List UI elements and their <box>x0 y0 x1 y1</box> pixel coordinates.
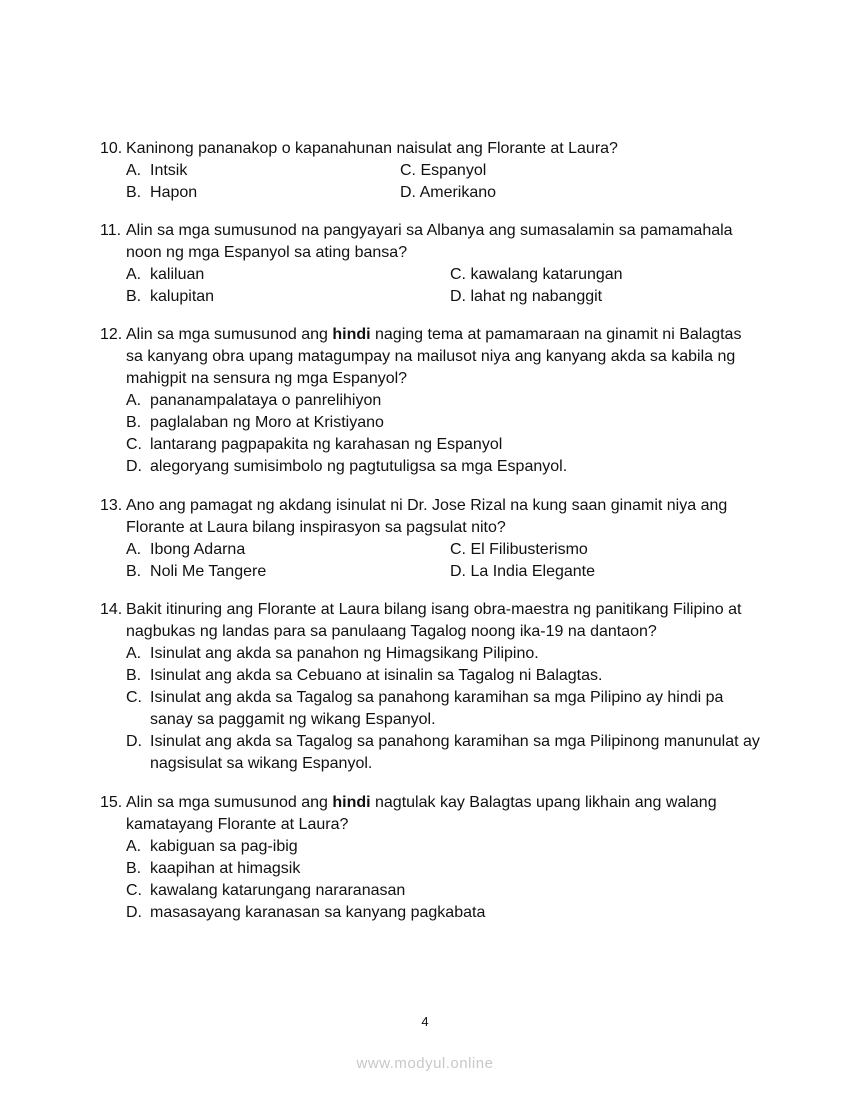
option-d <box>126 902 760 924</box>
option-letter: B. <box>126 288 142 305</box>
option-text: kalupitan <box>150 288 215 305</box>
option-list <box>100 836 760 924</box>
option-c <box>450 264 623 286</box>
option-text: kawalang katarungan <box>470 266 623 283</box>
question-number: 14. <box>100 601 123 618</box>
option-text: pananampalataya o panrelihiyon <box>150 392 382 409</box>
option-letter: D. <box>126 904 142 921</box>
option-letter: C. <box>400 162 416 179</box>
option-text: La India Elegante <box>470 563 595 580</box>
option-text: kabiguan sa pag-ibig <box>150 838 298 855</box>
question-stem-start: Alin sa mga sumusunod ang <box>126 794 333 811</box>
option-d <box>400 182 496 204</box>
option-letter: A. <box>126 162 142 179</box>
option-letter: D. <box>126 458 142 475</box>
option-letter: B. <box>126 860 142 877</box>
question-stem: Kaninong pananakop o kapanahunan naisulat ang Florante at Laura? <box>126 140 618 157</box>
option-letter: A. <box>126 838 142 855</box>
option-a <box>126 836 760 858</box>
option-letter: C. <box>450 266 466 283</box>
option-text: Isinulat ang akda sa Tagalog sa panahong karamihan sa mga Pilipino ay hindi pa sanay sa paggamit ng wikang Espanyol. <box>150 689 724 728</box>
question-stem: Bakit itinuring ang Florante at Laura bilang isang obra-maestra ng panitikang Filipino at nagbukas ng landas para sa panulaang Tagalog noong ika-19 na dantaon? <box>126 601 742 640</box>
option-c <box>126 434 760 456</box>
option-grid <box>100 264 760 308</box>
question-stem-start: Alin sa mga sumusunod ang <box>126 326 333 343</box>
option-d <box>450 561 595 583</box>
option-list <box>100 643 760 775</box>
option-letter: D. <box>126 733 142 750</box>
option-text: alegoryang sumisimbolo ng pagtutuligsa sa mga Espanyol. <box>150 458 568 475</box>
question-number: 10. <box>100 140 123 157</box>
option-letter: C. <box>126 689 142 706</box>
option-list <box>100 390 760 478</box>
question-text <box>100 138 760 160</box>
question-stem-emphasis: hindi <box>332 326 371 343</box>
option-c <box>126 880 760 902</box>
option-letter: A. <box>126 392 142 409</box>
option-text: lantarang pagpapakita ng karahasan ng Espanyol <box>150 436 503 453</box>
option-text: kawalang katarungang nararanasan <box>150 882 406 899</box>
option-text: Noli Me Tangere <box>150 563 267 580</box>
question-text <box>100 792 760 836</box>
option-text: Isinulat ang akda sa Tagalog sa panahong karamihan sa mga Pilipinong manunulat ay nagsisulat sa wikang Espanyol. <box>150 733 760 772</box>
option-letter: C. <box>126 882 142 899</box>
question-number: 15. <box>100 794 123 811</box>
option-d <box>126 731 760 775</box>
question-stem: Ano ang pamagat ng akdang isinulat ni Dr. Jose Rizal na kung saan ginamit niya ang Florante at Laura bilang inspirasyon sa pagsulat nito? <box>126 497 728 536</box>
option-letter: D. <box>400 184 416 201</box>
option-letter: D. <box>450 563 466 580</box>
option-b <box>126 858 760 880</box>
option-letter: A. <box>126 266 142 283</box>
option-letter: A. <box>126 541 142 558</box>
question-text <box>100 495 760 539</box>
question-text <box>100 599 760 643</box>
question-12 <box>100 324 760 478</box>
option-d <box>126 456 760 478</box>
option-text: masasayang karanasan sa kanyang pagkabata <box>150 904 486 921</box>
option-a <box>126 390 760 412</box>
option-b <box>126 286 214 308</box>
option-letter: C. <box>126 436 142 453</box>
option-letter: B. <box>126 414 142 431</box>
question-stem: Alin sa mga sumusunod na pangyayari sa Albanya ang sumasalamin sa pamamahala noon ng mga Espanyol sa ating bansa? <box>126 222 733 261</box>
question-stem-end: naging tema at pamamaraan na ginamit ni Balagtas sa kanyang obra upang matagumpay na mailusot niya ang kanyang akda sa kabila ng mahigpit na sensura ng mga Espanyol? <box>126 326 742 387</box>
option-a <box>126 160 187 182</box>
option-text: kaapihan at himagsik <box>150 860 301 877</box>
option-text: lahat ng nabanggit <box>470 288 603 305</box>
option-b <box>126 561 266 583</box>
option-d <box>450 286 602 308</box>
option-grid <box>100 160 760 204</box>
option-b <box>126 665 760 687</box>
option-text: Intsik <box>150 162 188 179</box>
question-stem-emphasis: hindi <box>332 794 371 811</box>
question-15 <box>100 792 760 924</box>
option-text: Espanyol <box>420 162 487 179</box>
option-letter: B. <box>126 667 142 684</box>
question-10 <box>100 138 760 204</box>
option-text: Hapon <box>150 184 198 201</box>
question-11 <box>100 220 760 308</box>
question-number: 13. <box>100 497 123 514</box>
option-a <box>126 643 760 665</box>
option-text: paglalaban ng Moro at Kristiyano <box>150 414 384 431</box>
option-c <box>126 687 760 731</box>
question-text <box>100 324 760 390</box>
question-stem-end: nagtulak kay Balagtas upang likhain ang walang kamatayang Florante at Laura? <box>126 794 717 833</box>
question-14 <box>100 599 760 775</box>
option-text: El Filibusterismo <box>470 541 588 558</box>
option-b <box>126 182 197 204</box>
option-b <box>126 412 760 434</box>
option-a <box>126 264 204 286</box>
option-grid <box>100 539 760 583</box>
option-c <box>450 539 588 561</box>
option-letter: D. <box>450 288 466 305</box>
option-c <box>400 160 486 182</box>
option-letter: A. <box>126 645 142 662</box>
option-text: Isinulat ang akda sa Cebuano at isinalin sa Tagalog ni Balagtas. <box>150 667 603 684</box>
page-number: 4 <box>421 1014 429 1029</box>
option-a <box>126 539 245 561</box>
question-text <box>100 220 760 264</box>
option-text: Ibong Adarna <box>150 541 246 558</box>
question-number: 11. <box>100 222 122 239</box>
option-text: kaliluan <box>150 266 205 283</box>
question-number: 12. <box>100 326 123 343</box>
question-13 <box>100 495 760 583</box>
option-letter: B. <box>126 184 142 201</box>
option-text: Isinulat ang akda sa panahon ng Himagsikang Pilipino. <box>150 645 539 662</box>
watermark: www.modyul.online <box>356 1055 494 1072</box>
option-text: Amerikano <box>419 184 497 201</box>
option-letter: B. <box>126 563 142 580</box>
option-letter: C. <box>450 541 466 558</box>
